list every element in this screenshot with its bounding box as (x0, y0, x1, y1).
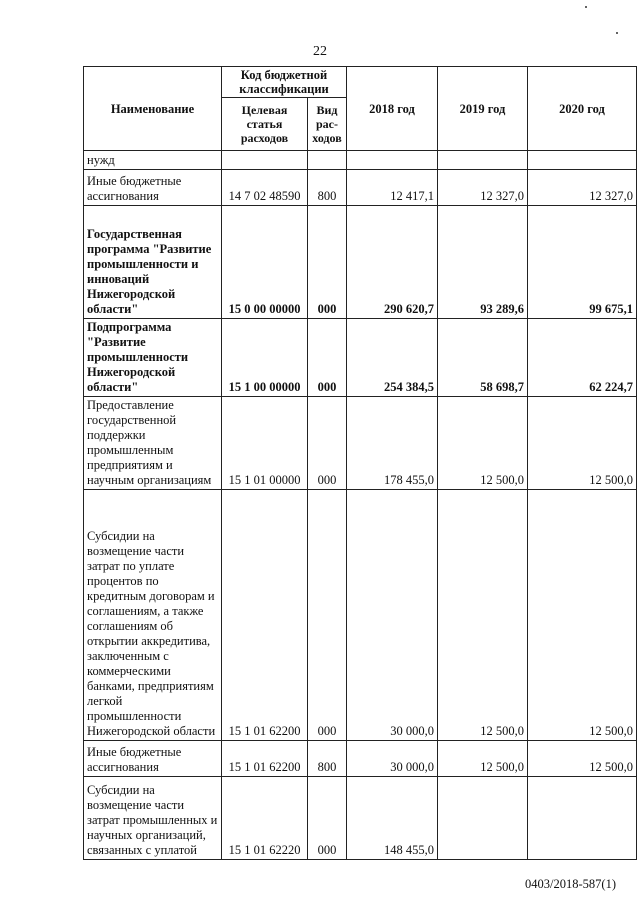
row-value-2018: 254 384,5 (347, 319, 438, 397)
row-target-article: 14 7 02 48590 (222, 170, 308, 206)
row-name: Субсидии на возмещение части затрат по уплате процентов по кредитным договорам и соглашениям, а также соглашениям об открытии аккредитива, заключенным с коммерческими банками, предприятиям легкой промышленности Нижегородской области (84, 490, 222, 741)
table-row (84, 490, 637, 741)
row-value-2018: 290 620,7 (347, 206, 438, 319)
row-value-2019: 93 289,6 (438, 206, 528, 319)
header-expense-kind: Вид рас-ходов (308, 98, 347, 151)
header-year-2018: 2018 год (347, 67, 438, 151)
row-value-2020: 12 500,0 (528, 741, 637, 777)
row-value-2018: 30 000,0 (347, 490, 438, 741)
row-value-2019: 12 500,0 (438, 397, 528, 490)
row-value-2019: 12 327,0 (438, 170, 528, 206)
row-target-article: 15 1 00 00000 (222, 319, 308, 397)
table-row (84, 170, 637, 206)
row-name: Иные бюджетные ассигнования (84, 170, 222, 206)
row-target-article: 15 1 01 00000 (222, 397, 308, 490)
row-value-2018: 30 000,0 (347, 741, 438, 777)
row-expense-kind: 000 (308, 206, 347, 319)
row-expense-kind (308, 151, 347, 170)
row-value-2020: 99 675,1 (528, 206, 637, 319)
row-value-2018: 12 417,1 (347, 170, 438, 206)
row-target-article (222, 151, 308, 170)
row-name: Государственная программа "Развитие промышленности и инноваций Нижегородской области" (84, 206, 222, 319)
table-row (84, 777, 637, 860)
row-expense-kind: 000 (308, 319, 347, 397)
header-target-article: Целевая статья расходов (222, 98, 308, 151)
row-name: нужд (84, 151, 222, 170)
row-value-2018: 178 455,0 (347, 397, 438, 490)
header-year-2019: 2019 год (438, 67, 528, 151)
table-row (84, 397, 637, 490)
row-value-2018: 148 455,0 (347, 777, 438, 860)
header-year-2020: 2020 год (528, 67, 637, 151)
row-expense-kind: 000 (308, 490, 347, 741)
row-target-article: 15 1 01 62220 (222, 777, 308, 860)
row-target-article: 15 0 00 00000 (222, 206, 308, 319)
row-value-2019: 12 500,0 (438, 490, 528, 741)
row-target-article: 15 1 01 62200 (222, 490, 308, 741)
budget-table (83, 66, 637, 860)
table-row (84, 151, 637, 170)
table-row (84, 741, 637, 777)
row-value-2019: 58 698,7 (438, 319, 528, 397)
row-value-2020: 12 500,0 (528, 490, 637, 741)
row-expense-kind: 800 (308, 741, 347, 777)
row-name: Предоставление государственной поддержки промышленным предприятиям и научным организациям (84, 397, 222, 490)
row-value-2019: 12 500,0 (438, 741, 528, 777)
row-value-2019 (438, 777, 528, 860)
row-value-2020 (528, 151, 637, 170)
row-expense-kind: 000 (308, 397, 347, 490)
row-name: Иные бюджетные ассигнования (84, 741, 222, 777)
row-value-2018 (347, 151, 438, 170)
document-reference: 0403/2018-587(1) (525, 877, 616, 891)
page-number: 22 (313, 44, 327, 59)
row-name: Субсидии на возмещение части затрат промышленных и научных организаций, связанных с уплатой (84, 777, 222, 860)
row-target-article: 15 1 01 62200 (222, 741, 308, 777)
row-value-2020: 62 224,7 (528, 319, 637, 397)
table-row (84, 206, 637, 319)
header-name: Наименование (84, 67, 222, 151)
row-value-2020: 12 500,0 (528, 397, 637, 490)
row-value-2020: 12 327,0 (528, 170, 637, 206)
row-value-2020 (528, 777, 637, 860)
scan-speck (616, 32, 618, 34)
table-row (84, 319, 637, 397)
row-expense-kind: 000 (308, 777, 347, 860)
header-code-group: Код бюджетной классификации (222, 67, 347, 98)
scan-speck (585, 6, 587, 8)
table-header (84, 67, 637, 151)
row-value-2019 (438, 151, 528, 170)
row-expense-kind: 800 (308, 170, 347, 206)
table-body (84, 151, 637, 860)
row-name: Подпрограмма "Развитие промышленности Нижегородской области" (84, 319, 222, 397)
